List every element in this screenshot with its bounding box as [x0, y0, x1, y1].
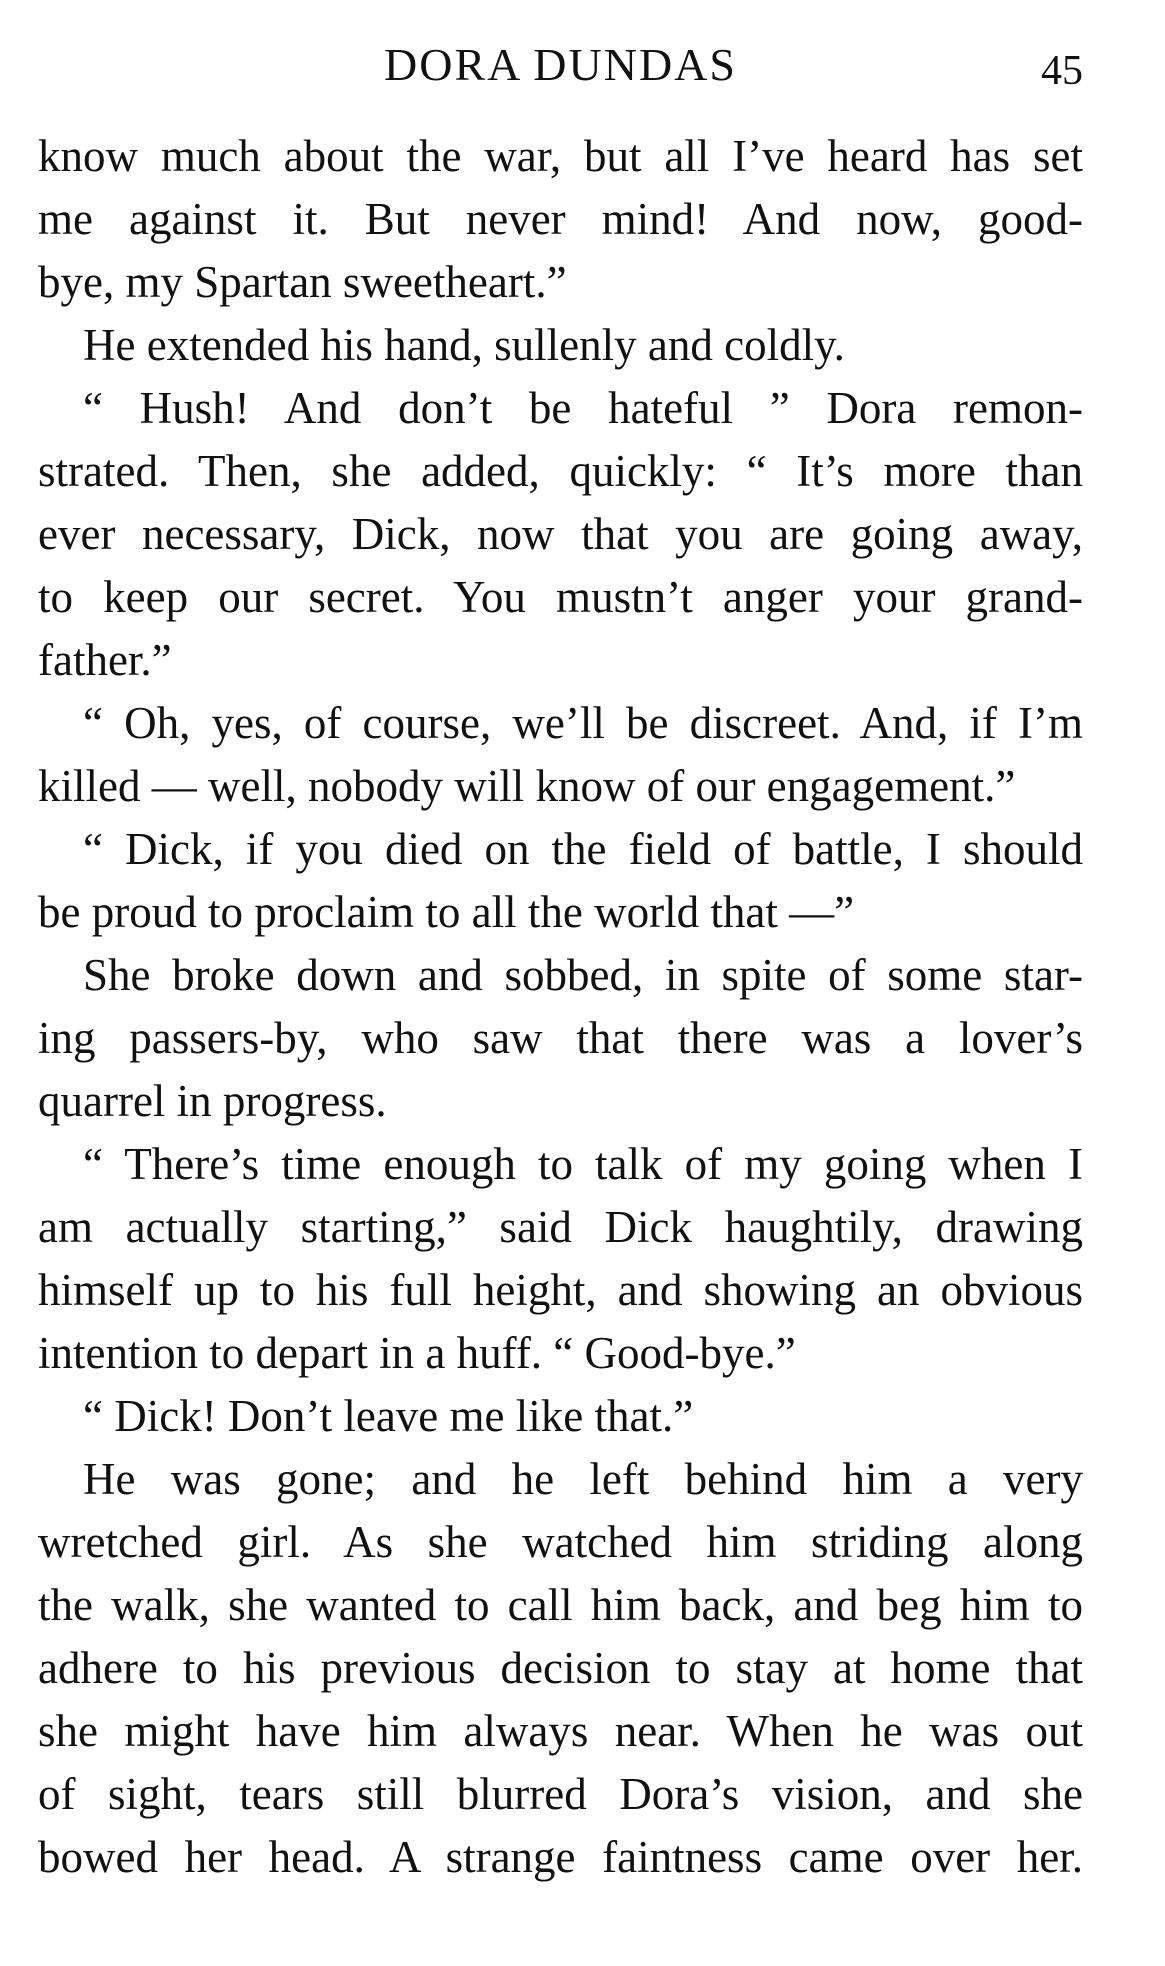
text-line: ever necessary, Dick, now that you are going away, — [38, 509, 1083, 559]
text-line: am actually starting,” said Dick haughtily, drawing — [38, 1202, 1083, 1252]
text-line: me against it. But never mind! And now, good- — [38, 194, 1083, 244]
text-line: wretched girl. As she watched him striding along — [38, 1517, 1083, 1567]
text-line: father.” — [38, 635, 172, 685]
text-line: He extended his hand, sullenly and coldly. — [83, 320, 845, 370]
text-line: the walk, she wanted to call him back, and beg him to — [38, 1580, 1083, 1630]
page-header — [38, 30, 1083, 100]
text-line: to keep our secret. You mustn’t anger your grand- — [38, 572, 1083, 622]
text-line: ing passers-by, who saw that there was a lover’s — [38, 1013, 1083, 1063]
text-line: “ Hush! And don’t be hateful ” Dora remon- — [83, 383, 1083, 433]
text-line: “ Oh, yes, of course, we’ll be discreet. And, if I’m — [83, 698, 1083, 748]
text-line: she might have him always near. When he was out — [38, 1706, 1083, 1756]
text-line: adhere to his previous decision to stay at home that — [38, 1643, 1083, 1693]
text-line: himself up to his full height, and showing an obvious — [38, 1265, 1083, 1315]
text-line: bowed her head. A strange faintness came over her. — [38, 1832, 1083, 1882]
text-line: quarrel in progress. — [38, 1076, 387, 1126]
text-line: know much about the war, but all I’ve heard has set — [38, 131, 1083, 181]
text-line: be proud to proclaim to all the world that —” — [38, 887, 855, 937]
text-line: of sight, tears still blurred Dora’s vision, and she — [38, 1769, 1083, 1819]
text-line: strated. Then, she added, quickly: “ It’s more than — [38, 446, 1083, 496]
text-line: “ There’s time enough to talk of my going when I — [83, 1139, 1083, 1189]
text-line: “ Dick! Don’t leave me like that.” — [83, 1391, 694, 1441]
text-line: He was gone; and he left behind him a very — [83, 1454, 1083, 1504]
text-line: bye, my Spartan sweetheart.” — [38, 257, 567, 307]
page-number: 45 — [1041, 48, 1083, 94]
body-text — [38, 125, 1083, 1889]
running-title: DORA DUNDAS — [384, 39, 737, 90]
text-line: She broke down and sobbed, in spite of some star- — [83, 950, 1083, 1000]
text-line: killed — well, nobody will know of our engagement.” — [38, 761, 1016, 811]
text-line: intention to depart in a huff. “ Good-bye.” — [38, 1328, 796, 1378]
text-line: “ Dick, if you died on the field of battle, I should — [83, 824, 1083, 874]
